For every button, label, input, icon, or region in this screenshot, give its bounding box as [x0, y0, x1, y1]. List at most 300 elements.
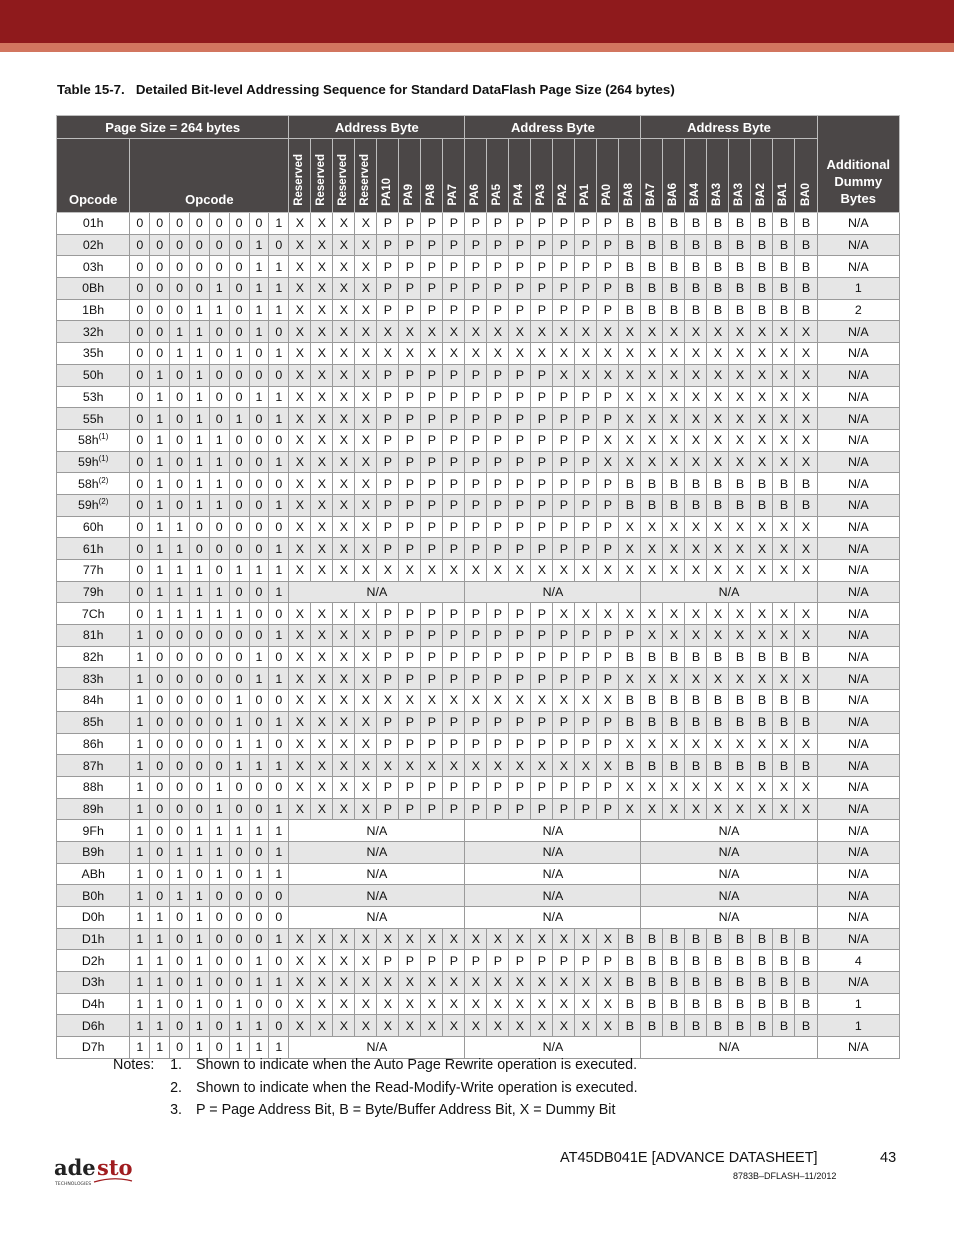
- opcode-cell: 77h: [57, 560, 130, 582]
- opcode-bit-cell: 1: [130, 668, 150, 690]
- table-row: [57, 581, 900, 603]
- opcode-bit-cell: 0: [130, 256, 150, 278]
- address-bit-cell: P: [399, 776, 421, 798]
- dummy-bytes-cell: N/A: [817, 494, 899, 516]
- opcode-bit-cell: 1: [249, 234, 269, 256]
- opcode-bit-cell: 0: [189, 625, 209, 647]
- address-bit-cell: X: [333, 278, 355, 300]
- dummy-bytes-cell: N/A: [817, 451, 899, 473]
- address-bit-cell: X: [289, 711, 311, 733]
- address-bit-cell: X: [311, 928, 333, 950]
- address-bit-cell: X: [795, 733, 817, 755]
- opcode-bit-cell: 0: [189, 538, 209, 560]
- address-bit-cell: X: [641, 560, 663, 582]
- opcode-bit-cell: 0: [249, 625, 269, 647]
- address-bit-cell: P: [465, 733, 487, 755]
- address-bit-cell: P: [399, 950, 421, 972]
- address-bit-cell: B: [707, 690, 729, 712]
- address-bit-cell: X: [773, 364, 795, 386]
- address-bit-cell: X: [729, 625, 751, 647]
- opcode-bit-cell: 1: [130, 885, 150, 907]
- address-bit-cell: B: [619, 1015, 641, 1037]
- opcode-bit-cell: 1: [209, 451, 229, 473]
- address-bit-cell: P: [553, 776, 575, 798]
- address-bit-cell: X: [685, 560, 707, 582]
- opcode-bit-cell: 0: [229, 213, 249, 235]
- address-bit-cell: B: [751, 690, 773, 712]
- address-byte-na-cell: N/A: [641, 820, 817, 842]
- address-bit-cell: P: [443, 668, 465, 690]
- opcode-bit-cell: 0: [229, 538, 249, 560]
- opcode-bit-cell: 0: [249, 993, 269, 1015]
- opcode-cell: B0h: [57, 885, 130, 907]
- opcode-bit-cell: 0: [130, 299, 150, 321]
- address-bit-cell: X: [663, 516, 685, 538]
- address-bit-cell: B: [795, 278, 817, 300]
- address-bit-cell: B: [663, 234, 685, 256]
- address-bit-cell: P: [531, 950, 553, 972]
- opcode-bit-cell: 0: [229, 429, 249, 451]
- address-byte-na-cell: N/A: [465, 841, 641, 863]
- address-bit-cell: B: [619, 711, 641, 733]
- address-bit-cell: B: [663, 928, 685, 950]
- address-bit-cell: P: [443, 408, 465, 430]
- address-bit-cell: P: [597, 256, 619, 278]
- address-bit-cell: P: [575, 494, 597, 516]
- address-bit-cell: X: [487, 928, 509, 950]
- address-bit-cell: X: [465, 343, 487, 365]
- opcode-bit-cell: 0: [170, 386, 190, 408]
- address-bit-cell: X: [289, 993, 311, 1015]
- address-bit-cell: P: [443, 386, 465, 408]
- opcode-bit-cell: 0: [229, 625, 249, 647]
- opcode-cell: 82h: [57, 646, 130, 668]
- address-bit-cell: X: [333, 451, 355, 473]
- address-bit-cell: X: [333, 1015, 355, 1037]
- address-bit-cell: P: [377, 256, 399, 278]
- address-bit-cell: B: [795, 299, 817, 321]
- address-bit-cell: B: [773, 213, 795, 235]
- opcode-bit-cell: 0: [130, 603, 150, 625]
- bit-header: PA5: [487, 139, 509, 213]
- address-bit-cell: P: [377, 950, 399, 972]
- address-byte-na-cell: N/A: [641, 863, 817, 885]
- table-row: [57, 841, 900, 863]
- opcode-bit-cell: 0: [269, 1015, 289, 1037]
- address-bit-cell: X: [575, 972, 597, 994]
- address-bit-cell: B: [729, 711, 751, 733]
- address-bit-cell: P: [399, 451, 421, 473]
- opcode-bit-cell: 0: [269, 690, 289, 712]
- address-bit-cell: X: [773, 429, 795, 451]
- address-bit-cell: P: [597, 386, 619, 408]
- table-row: [57, 625, 900, 647]
- address-bit-cell: X: [311, 516, 333, 538]
- opcode-bit-cell: 0: [229, 473, 249, 495]
- opcode-bit-cell: 0: [150, 234, 170, 256]
- opcode-bit-cell: 0: [229, 386, 249, 408]
- address-bit-cell: X: [421, 690, 443, 712]
- address-byte-na-cell: N/A: [289, 841, 465, 863]
- address-bit-cell: B: [641, 256, 663, 278]
- opcode-bit-cell: 0: [130, 494, 150, 516]
- opcode-bit-cell: 1: [269, 755, 289, 777]
- address-bit-cell: P: [575, 538, 597, 560]
- address-bit-cell: P: [553, 213, 575, 235]
- address-bit-cell: X: [619, 733, 641, 755]
- address-bit-cell: P: [575, 950, 597, 972]
- opcode-bit-cell: 0: [170, 234, 190, 256]
- address-bit-cell: X: [311, 494, 333, 516]
- address-bit-cell: X: [751, 451, 773, 473]
- opcode-bit-cell: 0: [130, 451, 150, 473]
- address-bit-cell: X: [729, 668, 751, 690]
- address-bit-cell: X: [773, 343, 795, 365]
- address-bit-cell: P: [487, 299, 509, 321]
- address-bit-cell: P: [553, 733, 575, 755]
- address-bit-cell: B: [641, 993, 663, 1015]
- address-bit-cell: X: [707, 321, 729, 343]
- address-bit-cell: P: [531, 603, 553, 625]
- opcode-bit-cell: 0: [170, 950, 190, 972]
- opcode-bit-cell: 0: [209, 907, 229, 929]
- opcode-bit-cell: 1: [249, 733, 269, 755]
- opcode-bit-cell: 0: [209, 755, 229, 777]
- opcode-bit-cell: 0: [209, 646, 229, 668]
- opcode-bit-cell: 1: [130, 625, 150, 647]
- opcode-cell: 9Fh: [57, 820, 130, 842]
- address-bit-cell: X: [685, 429, 707, 451]
- opcode-bit-cell: 0: [209, 885, 229, 907]
- address-bit-cell: X: [443, 1015, 465, 1037]
- opcode-bit-cell: 1: [170, 560, 190, 582]
- address-bit-cell: X: [443, 560, 465, 582]
- address-bit-cell: X: [663, 321, 685, 343]
- address-bit-cell: B: [707, 646, 729, 668]
- address-byte-na-cell: N/A: [641, 581, 817, 603]
- address-bit-cell: P: [575, 451, 597, 473]
- address-bit-cell: B: [729, 278, 751, 300]
- opcode-cell: 88h: [57, 776, 130, 798]
- address-bit-cell: B: [663, 646, 685, 668]
- address-byte-header-3: Address Byte: [641, 116, 817, 139]
- address-bit-cell: X: [443, 321, 465, 343]
- address-bit-cell: B: [707, 928, 729, 950]
- opcode-bit-cell: 1: [249, 950, 269, 972]
- address-bit-cell: X: [289, 451, 311, 473]
- opcode-bit-cell: 0: [170, 711, 190, 733]
- bit-header: PA7: [443, 139, 465, 213]
- address-bit-cell: P: [487, 278, 509, 300]
- address-bit-cell: B: [619, 993, 641, 1015]
- opcode-bit-cell: 0: [189, 256, 209, 278]
- address-bit-cell: B: [773, 278, 795, 300]
- address-bit-cell: X: [289, 755, 311, 777]
- address-bit-cell: P: [421, 950, 443, 972]
- opcode-bit-cell: 0: [130, 516, 150, 538]
- address-bit-cell: X: [575, 1015, 597, 1037]
- opcode-bit-cell: 0: [170, 494, 190, 516]
- address-bit-cell: P: [531, 733, 553, 755]
- address-bit-cell: X: [707, 668, 729, 690]
- address-bit-cell: X: [663, 603, 685, 625]
- opcode-bit-cell: 1: [229, 733, 249, 755]
- address-bit-cell: X: [707, 386, 729, 408]
- address-bit-cell: P: [443, 516, 465, 538]
- opcode-bit-cell: 1: [229, 1015, 249, 1037]
- address-bit-cell: P: [597, 494, 619, 516]
- opcode-cell: B9h: [57, 841, 130, 863]
- address-bit-cell: P: [443, 798, 465, 820]
- opcode-bit-cell: 1: [249, 820, 269, 842]
- address-bit-cell: X: [663, 668, 685, 690]
- address-bit-cell: X: [509, 993, 531, 1015]
- address-bit-cell: X: [289, 494, 311, 516]
- address-bit-cell: X: [707, 733, 729, 755]
- address-bit-cell: X: [333, 625, 355, 647]
- opcode-bit-cell: 1: [249, 646, 269, 668]
- opcode-bit-cell: 0: [229, 885, 249, 907]
- address-bit-cell: X: [289, 668, 311, 690]
- address-bit-cell: X: [355, 690, 377, 712]
- address-bit-cell: X: [575, 364, 597, 386]
- address-bit-cell: X: [355, 560, 377, 582]
- opcode-bit-cell: 0: [209, 408, 229, 430]
- table-row: [57, 668, 900, 690]
- opcode-cell: 03h: [57, 256, 130, 278]
- address-bit-cell: P: [399, 299, 421, 321]
- opcode-bit-cell: 1: [189, 841, 209, 863]
- address-bit-cell: P: [597, 625, 619, 647]
- opcode-bit-cell: 0: [209, 538, 229, 560]
- address-bit-cell: X: [509, 560, 531, 582]
- opcode-bit-cell: 1: [229, 993, 249, 1015]
- opcode-bit-cell: 1: [150, 473, 170, 495]
- address-bit-cell: B: [641, 494, 663, 516]
- address-bit-cell: X: [311, 364, 333, 386]
- opcode-cell: D6h: [57, 1015, 130, 1037]
- opcode-bit-cell: 0: [130, 581, 150, 603]
- address-bit-cell: X: [641, 798, 663, 820]
- opcode-bit-cell: 1: [189, 343, 209, 365]
- address-bit-cell: X: [641, 429, 663, 451]
- address-bit-cell: X: [641, 364, 663, 386]
- address-bit-cell: X: [399, 928, 421, 950]
- address-bit-cell: P: [575, 776, 597, 798]
- dummy-bytes-cell: N/A: [817, 429, 899, 451]
- opcode-bit-cell: 0: [209, 690, 229, 712]
- opcode-bit-cell: 1: [269, 386, 289, 408]
- address-bit-cell: X: [707, 603, 729, 625]
- table-row: [57, 386, 900, 408]
- address-bit-cell: B: [663, 473, 685, 495]
- address-byte-na-cell: N/A: [289, 581, 465, 603]
- opcode-bit-cell: 1: [249, 386, 269, 408]
- address-bit-cell: P: [597, 668, 619, 690]
- opcode-cell: 01h: [57, 213, 130, 235]
- address-bit-cell: B: [641, 234, 663, 256]
- opcode-cell: 87h: [57, 755, 130, 777]
- address-bit-cell: P: [575, 711, 597, 733]
- opcode-bit-cell: 0: [209, 972, 229, 994]
- address-bit-cell: B: [729, 690, 751, 712]
- address-bit-cell: B: [685, 299, 707, 321]
- address-bit-cell: X: [311, 213, 333, 235]
- address-bit-cell: X: [531, 972, 553, 994]
- opcode-bit-cell: 1: [189, 1037, 209, 1059]
- opcode-bit-cell: 0: [249, 841, 269, 863]
- address-bit-cell: P: [531, 776, 553, 798]
- address-bit-cell: P: [465, 950, 487, 972]
- address-bit-cell: P: [575, 473, 597, 495]
- address-bit-cell: X: [311, 646, 333, 668]
- address-bit-cell: X: [509, 1015, 531, 1037]
- address-bit-cell: X: [355, 494, 377, 516]
- address-bit-cell: P: [377, 234, 399, 256]
- table-title: Table 15-7. Detailed Bit-level Addressing Sequence for Standard DataFlash Page Size (264 bytes): [57, 82, 675, 97]
- address-bit-cell: X: [575, 690, 597, 712]
- table-row: [57, 798, 900, 820]
- address-bit-cell: P: [377, 364, 399, 386]
- opcode-cell: 60h: [57, 516, 130, 538]
- opcode-cell: 81h: [57, 625, 130, 647]
- address-bit-cell: P: [399, 625, 421, 647]
- opcode-bit-cell: 1: [189, 473, 209, 495]
- address-bit-cell: X: [619, 516, 641, 538]
- address-bit-cell: P: [487, 668, 509, 690]
- address-bit-cell: X: [685, 408, 707, 430]
- opcode-bit-cell: 0: [170, 668, 190, 690]
- opcode-bit-cell: 0: [170, 798, 190, 820]
- opcode-bit-cell: 0: [209, 560, 229, 582]
- address-bit-cell: X: [355, 278, 377, 300]
- opcode-bit-cell: 1: [269, 451, 289, 473]
- address-bit-cell: X: [399, 1015, 421, 1037]
- opcode-bit-cell: 1: [209, 603, 229, 625]
- address-bit-cell: X: [377, 1015, 399, 1037]
- opcode-bit-cell: 0: [189, 646, 209, 668]
- opcode-bit-cell: 0: [150, 213, 170, 235]
- address-bit-cell: P: [597, 278, 619, 300]
- address-bit-cell: X: [773, 668, 795, 690]
- bit-header: BA1: [773, 139, 795, 213]
- opcode-bit-cell: 0: [229, 841, 249, 863]
- table-row: [57, 256, 900, 278]
- address-bit-cell: P: [531, 234, 553, 256]
- address-bit-cell: X: [597, 560, 619, 582]
- address-bit-cell: P: [421, 256, 443, 278]
- address-bit-cell: X: [641, 451, 663, 473]
- address-bit-cell: P: [553, 278, 575, 300]
- address-bit-cell: X: [751, 668, 773, 690]
- address-bit-cell: B: [795, 711, 817, 733]
- address-bit-cell: X: [751, 516, 773, 538]
- address-bit-cell: B: [641, 278, 663, 300]
- opcode-bit-cell: 0: [150, 755, 170, 777]
- address-bit-cell: P: [465, 625, 487, 647]
- page-size-header: Page Size = 264 bytes: [57, 116, 289, 139]
- address-bit-cell: X: [377, 343, 399, 365]
- table-row: [57, 603, 900, 625]
- address-bit-cell: P: [399, 386, 421, 408]
- opcode-bit-cell: 0: [209, 1015, 229, 1037]
- address-bit-cell: P: [465, 256, 487, 278]
- address-bit-cell: P: [421, 733, 443, 755]
- address-bit-cell: X: [355, 408, 377, 430]
- opcode-cell: 86h: [57, 733, 130, 755]
- opcode-bit-cell: 0: [170, 213, 190, 235]
- address-bit-cell: B: [751, 494, 773, 516]
- address-bit-cell: P: [531, 538, 553, 560]
- address-bit-cell: B: [795, 993, 817, 1015]
- address-bit-cell: P: [509, 798, 531, 820]
- note-number: 1.: [170, 1057, 182, 1073]
- dummy-bytes-cell: N/A: [817, 516, 899, 538]
- address-bit-cell: X: [443, 690, 465, 712]
- address-bit-cell: X: [773, 733, 795, 755]
- opcode-bit-cell: 1: [229, 755, 249, 777]
- address-bit-cell: X: [289, 213, 311, 235]
- address-bit-cell: X: [355, 711, 377, 733]
- opcode-bit-cell: 1: [229, 560, 249, 582]
- opcode-bit-cell: 1: [150, 972, 170, 994]
- address-bit-cell: X: [729, 451, 751, 473]
- address-bit-cell: B: [729, 299, 751, 321]
- address-bit-cell: P: [531, 256, 553, 278]
- addressing-table: [56, 115, 900, 1059]
- address-bit-cell: X: [289, 299, 311, 321]
- address-bit-cell: X: [311, 538, 333, 560]
- opcode-bit-cell: 1: [130, 841, 150, 863]
- address-bit-cell: B: [751, 972, 773, 994]
- opcode-bit-cell: 1: [130, 798, 150, 820]
- address-bit-cell: X: [597, 755, 619, 777]
- address-bit-cell: B: [773, 690, 795, 712]
- address-bit-cell: B: [729, 1015, 751, 1037]
- address-bit-cell: P: [421, 603, 443, 625]
- address-bit-cell: X: [707, 451, 729, 473]
- dummy-bytes-cell: N/A: [817, 538, 899, 560]
- address-bit-cell: X: [399, 560, 421, 582]
- opcode-bit-cell: 1: [150, 950, 170, 972]
- opcode-bit-cell: 1: [229, 343, 249, 365]
- address-bit-cell: X: [487, 1015, 509, 1037]
- address-bit-cell: P: [553, 429, 575, 451]
- address-bit-cell: P: [531, 798, 553, 820]
- dummy-bytes-cell: N/A: [817, 863, 899, 885]
- address-bit-cell: X: [707, 560, 729, 582]
- address-bit-cell: P: [509, 776, 531, 798]
- address-byte-header-2: Address Byte: [465, 116, 641, 139]
- address-bit-cell: P: [509, 516, 531, 538]
- address-bit-cell: P: [531, 278, 553, 300]
- address-bit-cell: X: [707, 429, 729, 451]
- address-bit-cell: X: [531, 690, 553, 712]
- opcode-bit-cell: 0: [249, 364, 269, 386]
- opcode-bit-cell: 1: [170, 343, 190, 365]
- address-bit-cell: X: [619, 408, 641, 430]
- address-bit-cell: X: [289, 928, 311, 950]
- address-bit-cell: P: [597, 711, 619, 733]
- address-bit-cell: X: [751, 343, 773, 365]
- address-byte-na-cell: N/A: [641, 1037, 817, 1059]
- address-bit-cell: X: [531, 321, 553, 343]
- address-bit-cell: X: [751, 386, 773, 408]
- address-bit-cell: X: [509, 928, 531, 950]
- address-bit-cell: P: [399, 733, 421, 755]
- opcode-bit-cell: 1: [170, 581, 190, 603]
- bit-header: BA7: [641, 139, 663, 213]
